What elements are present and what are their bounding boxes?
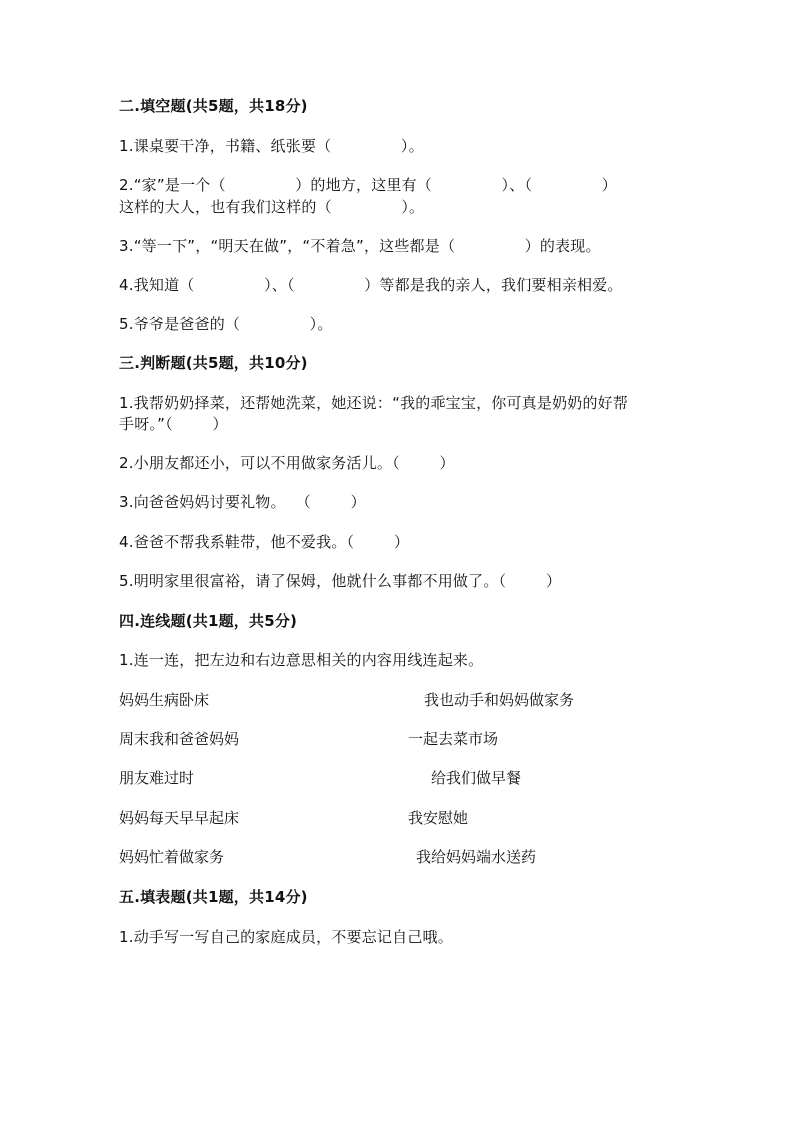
matching-left-item: 周末我和爸爸妈妈 <box>119 730 240 748</box>
fill-blank-question-2-line-2: 这样的大人，也有我们这样的（ ）。 <box>119 198 425 216</box>
true-false-question-5: 5.明明家里很富裕，请了保姆，他就什么事都不用做了。（ ） <box>119 572 562 590</box>
section-title-true-false: 三.判断题(共5题，共10分) <box>119 354 308 372</box>
matching-right-item: 一起去菜市场 <box>408 730 499 748</box>
section-title-matching: 四.连线题(共1题，共5分) <box>119 612 298 630</box>
fill-blank-question-5: 5.爷爷是爸爸的（ ）。 <box>119 315 333 333</box>
matching-left-item: 妈妈忙着做家务 <box>119 848 225 866</box>
table-fill-question-1: 1.动手写一写自己的家庭成员，不要忘记自己哦。 <box>119 928 453 946</box>
matching-left-item: 朋友难过时 <box>119 769 195 787</box>
fill-blank-question-4: 4.我知道（ ）、（ ）等都是我的亲人，我们要相亲相爱。 <box>119 276 623 294</box>
fill-blank-question-3: 3.“等一下”，“明天在做”，“不着急”，这些都是（ ）的表现。 <box>119 237 601 255</box>
true-false-question-3: 3.向爸爸妈妈讨要礼物。 （ ） <box>119 493 366 511</box>
matching-left-item: 妈妈每天早早起床 <box>119 809 240 827</box>
fill-blank-question-2-line-1: 2.“家”是一个（ ）的地方，这里有（ ）、（ ） <box>119 176 617 194</box>
matching-left-item: 妈妈生病卧床 <box>119 691 210 709</box>
true-false-question-4: 4.爸爸不帮我系鞋带，他不爱我。（ ） <box>119 533 410 551</box>
true-false-question-1-line-2: 手呀。”（ ） <box>119 415 228 433</box>
matching-right-item: 我安慰她 <box>408 809 469 827</box>
matching-right-item: 给我们做早餐 <box>431 769 522 787</box>
section-title-fill-blank: 二.填空题(共5题，共18分) <box>119 97 308 115</box>
matching-right-item: 我给妈妈端水送药 <box>416 848 537 866</box>
section-title-table-fill: 五.填表题(共1题，共14分) <box>119 888 308 906</box>
true-false-question-2: 2.小朋友都还小，可以不用做家务活儿。（ ） <box>119 454 455 472</box>
matching-question-1: 1.连一连，把左边和右边意思相关的内容用线连起来。 <box>119 651 484 669</box>
true-false-question-1-line-1: 1.我帮奶奶择菜，还帮她洗菜，她还说：“我的乖宝宝，你可真是奶奶的好帮 <box>119 394 629 412</box>
matching-right-item: 我也动手和妈妈做家务 <box>424 691 575 709</box>
fill-blank-question-1: 1.课桌要干净，书籍、纸张要（ ）。 <box>119 137 424 155</box>
